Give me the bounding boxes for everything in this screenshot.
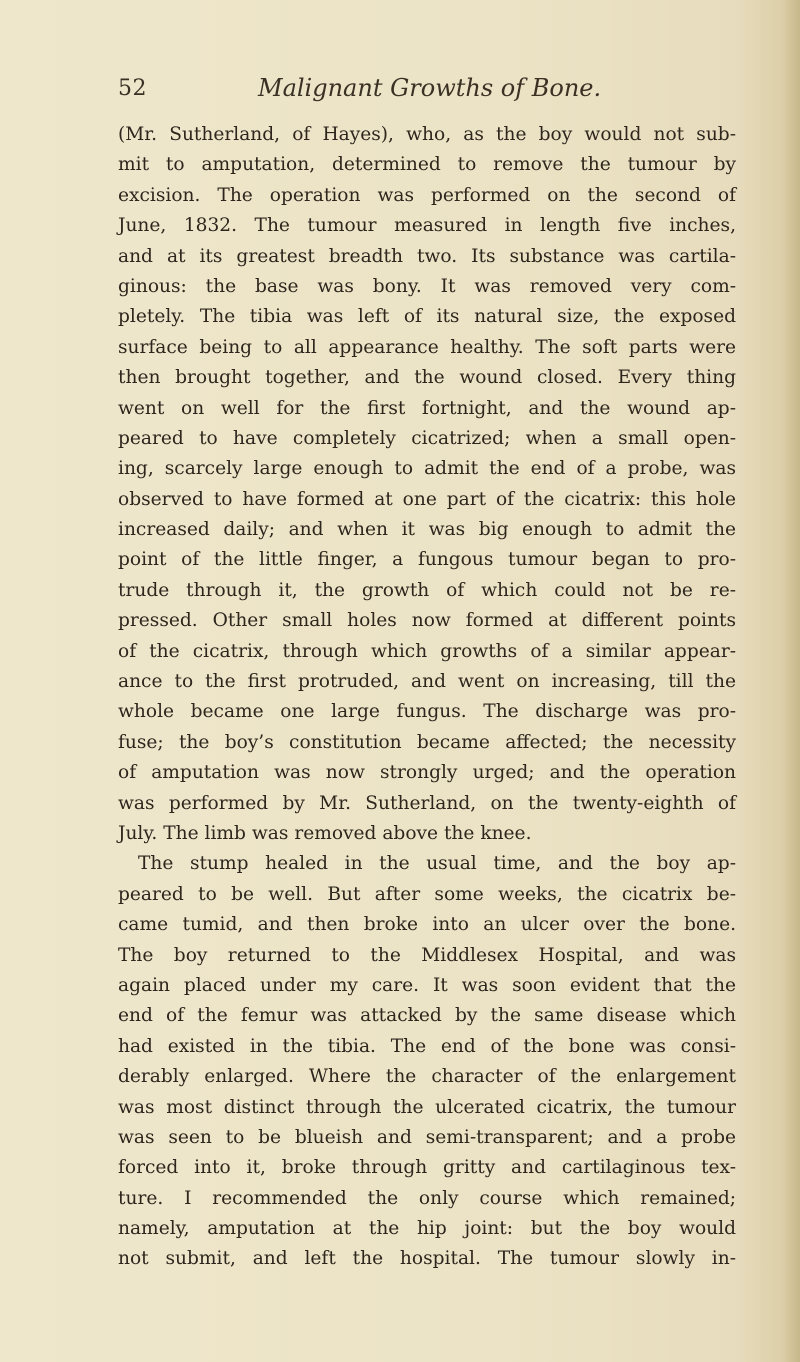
text-line: pressed. Other small holes now formed at different points xyxy=(118,610,736,632)
body-text xyxy=(118,120,736,1275)
text-line: peared to be well. But after some weeks, the cicatrix be- xyxy=(118,883,736,905)
text-line: ture. I recommended the only course which remained; xyxy=(118,1187,736,1209)
text-line: came tumid, and then broke into an ulcer over the bone. xyxy=(118,914,736,936)
text-line: (Mr. Sutherland, of Hayes), who, as the boy would not sub- xyxy=(118,124,736,145)
text-line: increased daily; and when it was big enough to admit the xyxy=(118,519,736,541)
text-line: of the cicatrix, through which growths of a similar appear- xyxy=(118,640,736,662)
running-head xyxy=(118,66,738,106)
text-line: again placed under my care. It was soon evident that the xyxy=(118,974,736,996)
text-line: derably enlarged. Where the character of the enlargement xyxy=(118,1066,736,1088)
text-line: The boy returned to the Middlesex Hospital, and was xyxy=(118,944,736,966)
text-line: was performed by Mr. Sutherland, on the twenty-eighth of xyxy=(118,792,736,814)
text-line: was seen to be blueish and semi-transparent; and a probe xyxy=(118,1126,736,1148)
text-line: June, 1832. The tumour measured in length five inches, xyxy=(118,215,736,237)
text-line: whole became one large fungus. The discharge was pro- xyxy=(118,701,736,723)
page-edge-shadow xyxy=(782,0,800,1362)
text-line: July. The limb was removed above the knee. xyxy=(118,822,532,844)
text-line: and at its greatest breadth two. Its substance was cartila- xyxy=(118,245,736,267)
text-line: fuse; the boy’s constitution became affected; the necessity xyxy=(118,731,736,753)
text-line: observed to have formed at one part of the cicatrix: this hole xyxy=(118,488,736,510)
text-line: trude through it, the growth of which could not be re- xyxy=(118,579,736,601)
text-line: forced into it, broke through gritty and cartilaginous tex- xyxy=(118,1157,736,1179)
text-line: The stump healed in the usual time, and the boy ap- xyxy=(138,853,736,875)
running-head-title: Malignant Growths of Bone. xyxy=(258,74,602,102)
text-line: then brought together, and the wound closed. Every thing xyxy=(118,367,736,389)
text-line: mit to amputation, determined to remove the tumour by xyxy=(118,154,736,176)
text-line: had existed in the tibia. The end of the bone was consi- xyxy=(118,1035,736,1057)
text-line: was most distinct through the ulcerated cicatrix, the tumour xyxy=(118,1096,736,1118)
text-line: not submit, and left the hospital. The tumour slowly in- xyxy=(118,1248,736,1270)
text-line: peared to have completely cicatrized; when a small open- xyxy=(118,427,736,449)
text-line: ginous: the base was bony. It was removed very com- xyxy=(118,275,736,297)
text-line: ance to the first protruded, and went on increasing, till the xyxy=(118,671,736,693)
text-line: of amputation was now strongly urged; and the operation xyxy=(118,762,736,784)
text-line: pletely. The tibia was left of its natural size, the exposed xyxy=(118,306,736,328)
text-line: went on well for the first fortnight, and the wound ap- xyxy=(118,397,736,419)
page-number: 52 xyxy=(118,76,147,101)
text-line: point of the little finger, a fungous tumour began to pro- xyxy=(118,549,736,571)
text-line: namely, amputation at the hip joint: but the boy would xyxy=(118,1218,736,1240)
text-line: ing, scarcely large enough to admit the end of a probe, was xyxy=(118,458,736,480)
text-line: end of the femur was attacked by the same disease which xyxy=(118,1005,736,1027)
text-line: surface being to all appearance healthy. The soft parts were xyxy=(118,336,736,358)
text-line: excision. The operation was performed on the second of xyxy=(118,184,736,206)
